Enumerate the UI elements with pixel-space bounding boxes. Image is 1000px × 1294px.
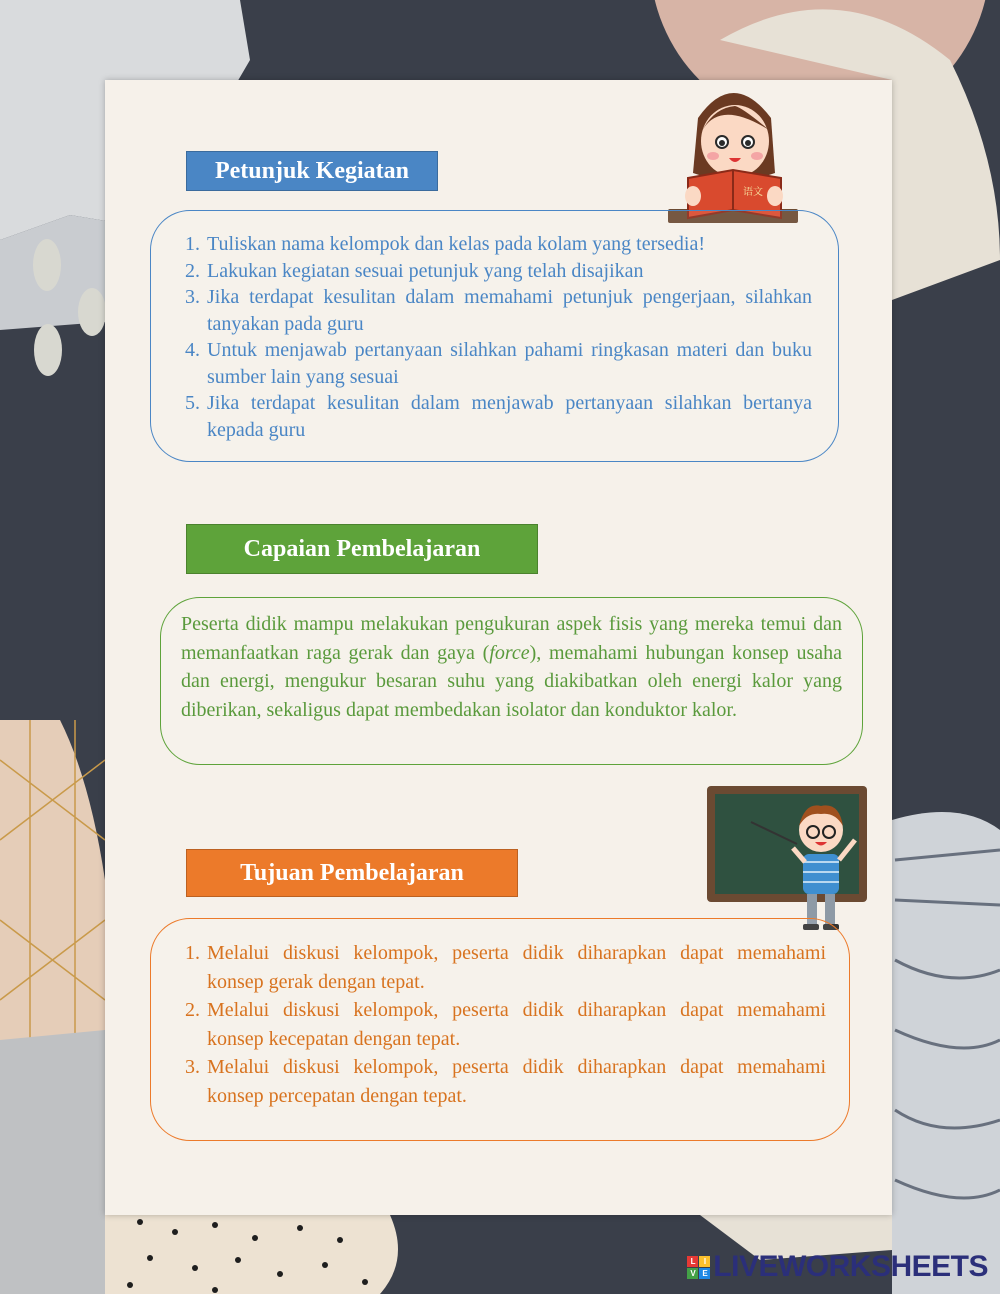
capaian-box	[160, 597, 863, 765]
liveworksheets-logo-icon	[687, 1256, 710, 1279]
list-item: 3. Jika terdapat kesulitan dalam memahami petunjuk pengerjaan, silahkan tanyakan pada guru	[205, 284, 812, 337]
list-item: 2. Lakukan kegiatan sesuai petunjuk yang telah disajikan	[205, 258, 812, 285]
petunjuk-list	[151, 231, 812, 443]
capaian-italic-term: force	[489, 641, 530, 664]
petunjuk-box	[150, 210, 839, 462]
list-item: 5. Jika terdapat kesulitan dalam menjawab pertanyaan silahkan bertanya kepada guru	[205, 390, 812, 443]
logo-letter: V	[687, 1268, 698, 1279]
tujuan-title: Tujuan Pembelajaran	[240, 859, 464, 886]
liveworksheets-logo	[687, 1250, 988, 1284]
petunjuk-heading	[186, 151, 438, 191]
capaian-title: Capaian Pembelajaran	[243, 535, 481, 562]
list-item: 2. Melalui diskusi kelompok, peserta didik diharapkan dapat memahami konsep kecepatan dengan tepat.	[205, 996, 826, 1053]
teacher-chalkboard-illustration	[705, 782, 870, 937]
list-item: 1. Tuliskan nama kelompok dan kelas pada kolam yang tersedia!	[205, 231, 812, 258]
list-item: 1. Melalui diskusi kelompok, peserta didik diharapkan dapat memahami konsep gerak dengan tepat.	[205, 939, 826, 996]
logo-letter: L	[687, 1256, 698, 1267]
tujuan-box	[150, 918, 850, 1141]
capaian-text-part: ), memahami hubungan konsep usaha dan energi, mengukur besaran suhu yang diakibatkan oleh energi kalor yang diberikan, sekaligus dapat membedakan isolator dan konduktor kalor.	[181, 641, 842, 721]
capaian-text-part: Peserta didik mampu melakukan pengukuran aspek fisis yang mereka temui dan memanfaatkan raga gerak dan gaya (	[181, 613, 842, 664]
capaian-paragraph	[181, 610, 842, 724]
tujuan-heading	[186, 849, 518, 897]
capaian-heading	[186, 524, 538, 574]
logo-letter: E	[699, 1268, 710, 1279]
petunjuk-title: Petunjuk Kegiatan	[214, 157, 409, 184]
logo-letter: I	[699, 1256, 710, 1267]
list-item: 3. Melalui diskusi kelompok, peserta didik diharapkan dapat memahami konsep percepatan dengan tepat.	[205, 1053, 826, 1110]
tujuan-list	[151, 939, 826, 1110]
list-item: 4. Untuk menjawab pertanyaan silahkan pahami ringkasan materi dan buku sumber lain yang sesuai	[205, 337, 812, 390]
book-cover-text: 语文	[743, 187, 763, 198]
brand-name: LIVEWORKSHEETS	[713, 1250, 988, 1283]
girl-reading-illustration	[663, 78, 803, 228]
